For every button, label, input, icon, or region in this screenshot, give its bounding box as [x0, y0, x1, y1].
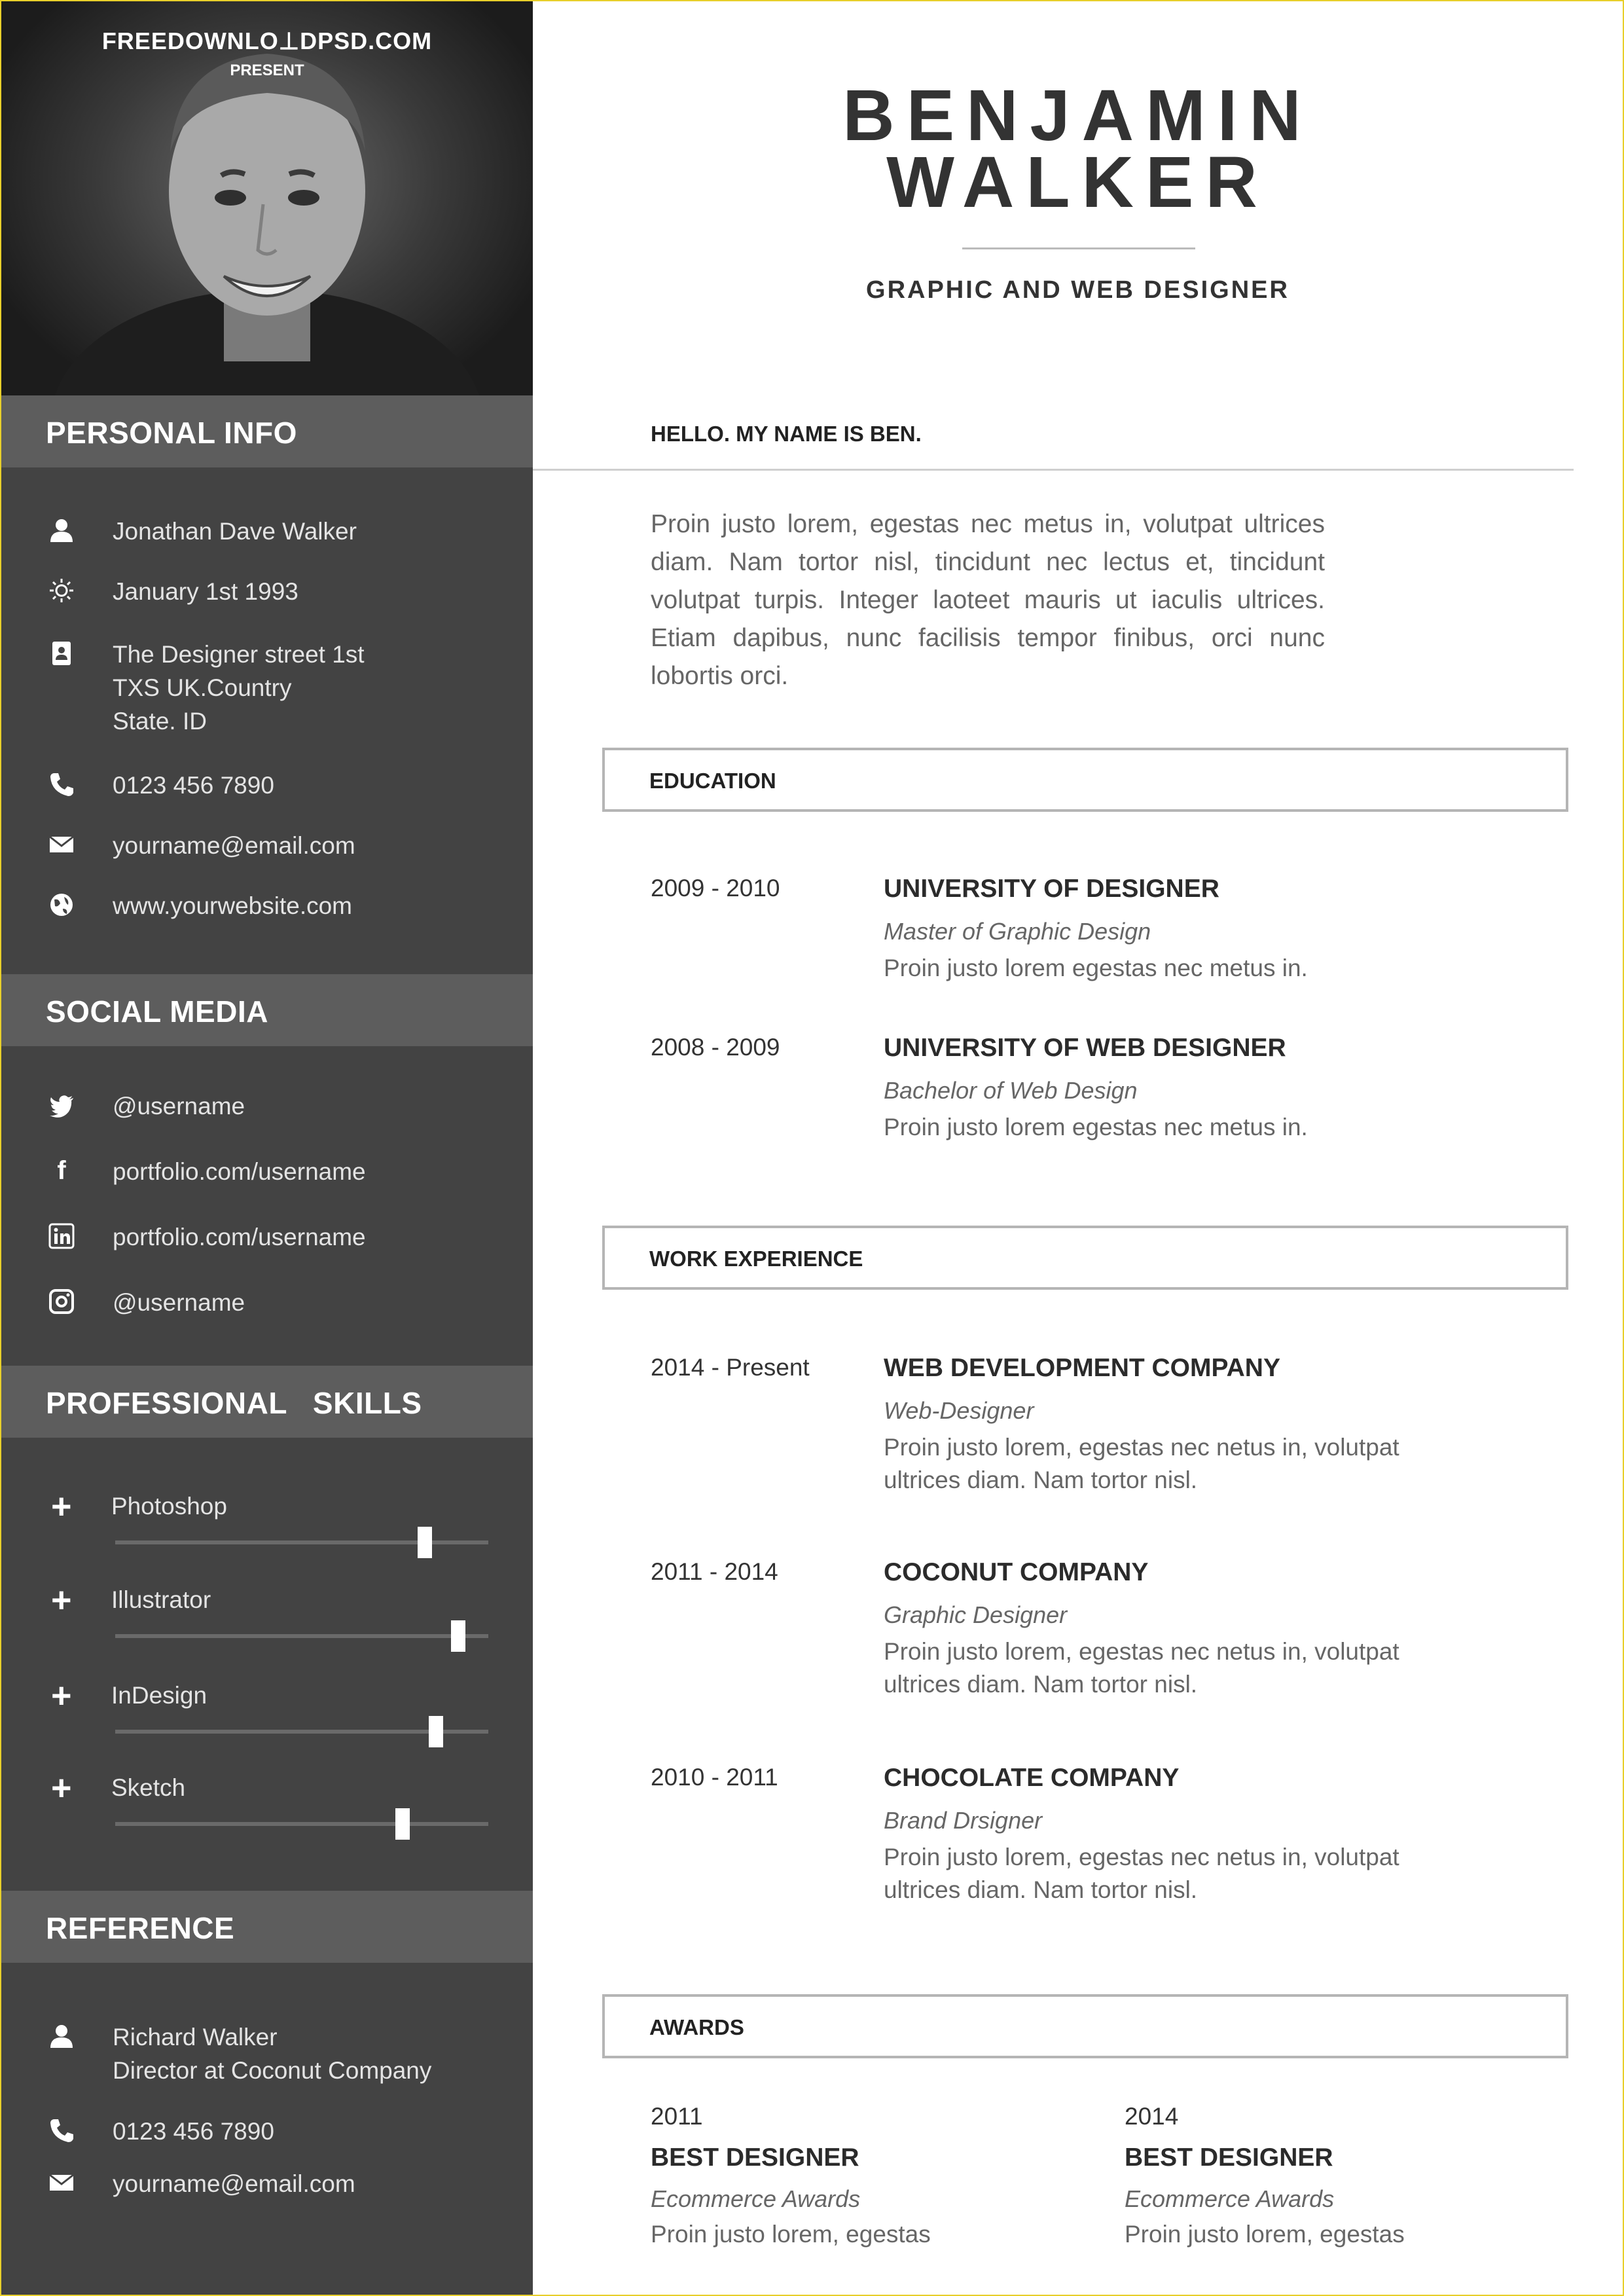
- entry-role: Web-Designer: [884, 1397, 1034, 1424]
- phone-icon: [48, 2117, 75, 2143]
- hello-divider: [533, 469, 1574, 471]
- entry-desc: Proin justo lorem egestas nec metus in.: [884, 955, 1308, 981]
- work-heading: WORK EXPERIENCE: [649, 1247, 863, 1271]
- social-media-heading: [1, 974, 533, 1046]
- skill-illustrator: [1, 1582, 533, 1667]
- entry-role: Master of Graphic Design: [884, 918, 1151, 945]
- entry-desc: Proin justo lorem, egestas nec netus in, volutpat ultrices diam. Nam tortor nisl.: [884, 1434, 1399, 1493]
- award-org: Ecommerce Awards: [1125, 2185, 1335, 2212]
- info-address: The Designer street 1st TXS UK.Country State. ID: [113, 641, 365, 735]
- award-org: Ecommerce Awards: [651, 2185, 861, 2212]
- award-desc: Proin justo lorem, egestas: [651, 2221, 931, 2248]
- entry-desc: Proin justo lorem egestas nec metus in.: [884, 1114, 1308, 1140]
- facebook-icon: f: [57, 1156, 66, 1185]
- award-desc: Proin justo lorem, egestas: [1125, 2221, 1405, 2248]
- education-heading-box: [602, 748, 1568, 812]
- entry-years: 2010 - 2011: [651, 1764, 778, 1791]
- reference-heading-text: REFERENCE: [46, 1911, 235, 1945]
- skill-photoshop: [1, 1489, 533, 1574]
- mail-icon: [48, 2170, 75, 2196]
- portrait-illustration: [1, 1, 533, 397]
- skill-track: [115, 1634, 488, 1638]
- main-content: [533, 1, 1623, 2295]
- plus-icon: +: [51, 1676, 72, 1715]
- social-media-heading-text: SOCIAL MEDIA: [46, 994, 268, 1029]
- entry-years: 2011 - 2014: [651, 1558, 778, 1585]
- skill-slider-knob[interactable]: [429, 1716, 443, 1747]
- hello-heading: HELLO. MY NAME IS BEN.: [651, 422, 922, 446]
- title-divider: [962, 247, 1195, 249]
- skill-name: Photoshop: [111, 1493, 227, 1520]
- entry-org: COCONUT COMPANY: [884, 1558, 1149, 1586]
- phone-icon: [48, 771, 75, 797]
- entry-role: Graphic Designer: [884, 1601, 1068, 1628]
- skill-track: [115, 1540, 488, 1544]
- plus-icon: +: [51, 1580, 72, 1620]
- globe-icon: [48, 892, 75, 918]
- last-name: WALKER: [886, 142, 1269, 223]
- entry-org: UNIVERSITY OF DESIGNER: [884, 875, 1219, 903]
- reference-phone: 0123 456 7890: [113, 2118, 274, 2145]
- mail-icon: [48, 831, 75, 858]
- skill-slider-knob[interactable]: [451, 1620, 465, 1652]
- personal-info-heading: [1, 395, 533, 467]
- awards-heading-box: [602, 1994, 1568, 2058]
- personal-info-heading-text: PERSONAL INFO: [46, 416, 297, 450]
- reference-name: Richard Walker Director at Coconut Company: [113, 2024, 432, 2084]
- social-linkedin[interactable]: portfolio.com/username: [113, 1224, 366, 1250]
- entry-years: 2008 - 2009: [651, 1034, 780, 1061]
- skill-slider-knob[interactable]: [418, 1527, 432, 1558]
- info-birthday: January 1st 1993: [113, 578, 298, 605]
- entry-years: 2014 - Present: [651, 1354, 810, 1381]
- reference-email: yourname@email.com: [113, 2170, 355, 2197]
- award-year: 2011: [651, 2103, 703, 2130]
- social-facebook[interactable]: portfolio.com/username: [113, 1158, 366, 1185]
- awards-heading: AWARDS: [649, 2015, 744, 2039]
- first-name: BENJAMIN: [842, 75, 1313, 156]
- entry-org: WEB DEVELOPMENT COMPANY: [884, 1354, 1280, 1382]
- person-icon: [48, 517, 75, 543]
- reference-heading: [1, 1891, 533, 1963]
- entry-role: Brand Drsigner: [884, 1807, 1043, 1834]
- skill-slider-knob[interactable]: [395, 1808, 410, 1840]
- entry-org: UNIVERSITY OF WEB DESIGNER: [884, 1034, 1286, 1062]
- entry-desc: Proin justo lorem, egestas nec netus in, volutpat ultrices diam. Nam tortor nisl.: [884, 1844, 1399, 1903]
- plus-icon: +: [51, 1768, 72, 1808]
- watermark-brand: FREEDOWNLO⊥DPSD.COM: [101, 27, 433, 54]
- address-book-icon: [48, 640, 75, 666]
- skill-name: InDesign: [111, 1682, 208, 1709]
- entry-role: Bachelor of Web Design: [884, 1077, 1138, 1104]
- plus-icon: +: [51, 1487, 72, 1526]
- sun-icon: [48, 577, 75, 604]
- skill-name: Illustrator: [111, 1586, 211, 1613]
- skill-track: [115, 1822, 488, 1826]
- education-heading: EDUCATION: [649, 769, 776, 793]
- social-instagram[interactable]: @username: [113, 1289, 245, 1316]
- job-title: GRAPHIC AND WEB DESIGNER: [866, 276, 1290, 304]
- twitter-icon: [48, 1092, 75, 1118]
- skills-heading-text: PROFESSIONAL SKILLS: [46, 1386, 422, 1420]
- linkedin-icon: [48, 1223, 75, 1249]
- award-year: 2014: [1125, 2103, 1179, 2130]
- intro-paragraph: Proin justo lorem, egestas nec metus in, volutpat ultrices diam. Nam tortor nisl, tincidunt nec lectus et, tincidunt volutpat turpis. Integer laoteet mauris ut iaculis ultrices. Etiam dapibus, nunc facilisis tempor finibus, orci nunc lobortis orci.: [651, 510, 1325, 690]
- skill-name: Sketch: [111, 1774, 186, 1801]
- info-website: www.yourwebsite.com: [113, 892, 353, 919]
- skill-sketch: [1, 1770, 533, 1855]
- info-name: Jonathan Dave Walker: [113, 518, 357, 545]
- social-twitter[interactable]: @username: [113, 1093, 245, 1120]
- person-icon: [48, 2023, 75, 2049]
- sidebar: [1, 1, 533, 2295]
- skills-heading: [1, 1366, 533, 1438]
- entry-years: 2009 - 2010: [651, 875, 780, 902]
- info-phone: 0123 456 7890: [113, 772, 274, 799]
- watermark-sub: PRESENT: [230, 62, 304, 79]
- skill-indesign: [1, 1678, 533, 1763]
- profile-photo: [1, 1, 533, 397]
- entry-org: CHOCOLATE COMPANY: [884, 1764, 1180, 1792]
- entry-desc: Proin justo lorem, egestas nec netus in, volutpat ultrices diam. Nam tortor nisl.: [884, 1638, 1399, 1698]
- work-heading-box: [602, 1226, 1568, 1290]
- info-email: yourname@email.com: [113, 832, 355, 859]
- award-title: BEST DESIGNER: [651, 2143, 859, 2172]
- award-title: BEST DESIGNER: [1125, 2143, 1333, 2172]
- instagram-icon: [48, 1288, 75, 1315]
